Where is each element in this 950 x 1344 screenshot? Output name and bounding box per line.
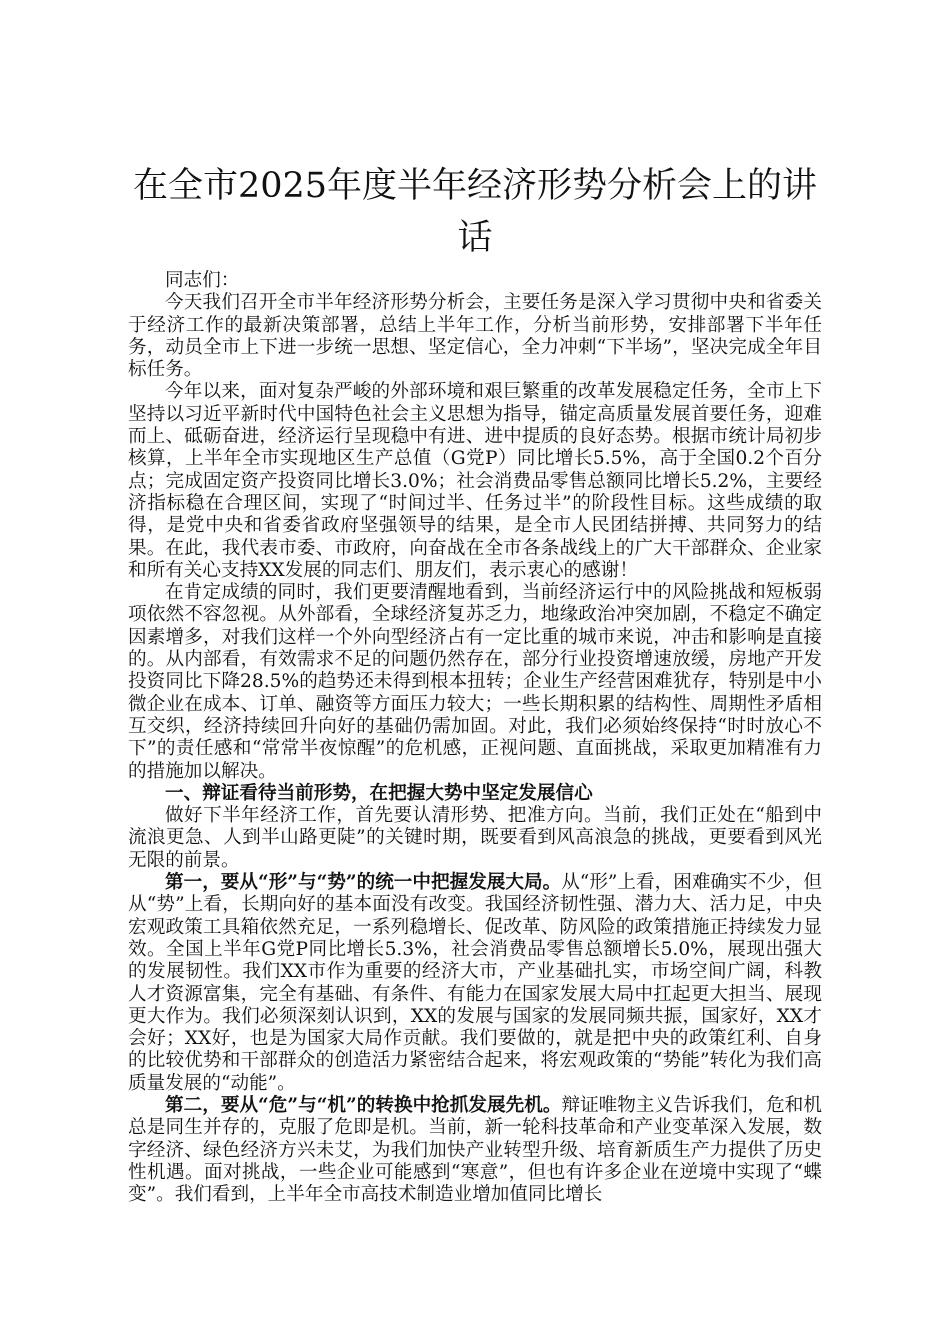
section-1-intro: 做好下半年经济工作，首先要认清形势、把准方向。当前，我们正处在“船到中流浪更急、人到半山路更陡”的关键时期，既要看到风高浪急的挑战，更要看到风光无限的前景。	[128, 805, 822, 871]
document-title: 在全市2025年度半年经济形势分析会上的讲话	[132, 166, 818, 258]
point-2-lead: 第二，要从“危”与“机”的转换中抢抓发展先机。	[165, 1094, 562, 1116]
section-1-point-1	[128, 872, 822, 1095]
section-1-point-2	[128, 1095, 822, 1206]
paragraph-challenges: 在肯定成绩的同时，我们更要清醒地看到，当前经济运行中的风险挑战和短板弱项依然不容忽视。从外部看，全球经济复苏乏力，地缘政治冲突加剧，不稳定不确定因素增多，对我们这样一个外向型经济占有一定比重的城市来说，冲击和影响是直接的。从内部看，有效需求不足的问题仍然存在，部分行业投资增速放缓，房地产开发投资同比下降28.5%的趋势还未得到根本扭转；企业生产经营困难犹存，特别是中小微企业在成本、订单、融资等方面压力较大；一些长期积累的结构性、周期性矛盾相互交织，经济持续回升向好的基础仍需加固。对此，我们必须始终保持“时时放心不下”的责任感和“常常半夜惊醒”的危机感，正视问题、直面挑战，采取更加精准有力的措施加以解决。	[128, 582, 822, 782]
paragraph-opening: 今天我们召开全市半年经济形势分析会，主要任务是深入学习贯彻中央和省委关于经济工作的最新决策部署，总结上半年工作，分析当前形势，安排部署下半年任务，动员全市上下进一步统一思想、坚定信心，全力冲刺“下半场”，坚决完成全年目标任务。	[128, 292, 822, 381]
paragraph-achievements: 今年以来，面对复杂严峻的外部环境和艰巨繁重的改革发展稳定任务，全市上下坚持以习近平新时代中国特色社会主义思想为指导，锚定高质量发展首要任务，迎难而上、砥砺奋进，经济运行呈现稳中有进、进中提质的良好态势。根据市统计局初步核算，上半年全市实现地区生产总值（G党P）同比增长5.5%，高于全国0.2个百分点；完成固定资产投资同比增长3.0%；社会消费品零售总额同比增长5.2%，主要经济指标稳在合理区间，实现了“时间过半、任务过半”的阶段性目标。这些成绩的取得，是党中央和省委省政府坚强领导的结果，是全市人民团结拼搏、共同努力的结果。在此，我代表市委、市政府，向奋战在全市各条战线上的广大干部群众、企业家和所有关心支持XX发展的同志们、朋友们，表示衷心的感谢！	[128, 381, 822, 581]
point-1-body: 从“形”上看，困难确实不少，但从“势”上看，长期向好的基本面没有改变。我国经济韧性强、潜力大、活力足，中央宏观政策工具箱依然充足，一系列稳增长、促改革、防风险的政策措施正持续发力显效。全国上半年G党P同比增长5.3%，社会消费品零售总额增长5.0%，展现出强大的发展韧性。我们XX市作为重要的经济大市，产业基础扎实，市场空间广阔，科教人才资源富集，完全有基础、有条件、有能力在国家发展大局中扛起更大担当、展现更大作为。我们必须深刻认识到，XX的发展与国家的发展同频共振，国家好，XX才会好；XX好，也是为国家大局作贡献。我们要做的，就是把中央的政策红利、自身的比较优势和干部群众的创造活力紧密结合起来，将宏观政策的“势能”转化为我们高质量发展的“动能”。	[128, 872, 823, 1094]
point-1-lead: 第一，要从“形”与“势”的统一中把握发展大局。	[165, 872, 562, 894]
point-2-body: 辩证唯物主义告诉我们，危和机总是同生并存的，克服了危即是机。当前，新一轮科技革命和产业变革深入发展，数字经济、绿色经济方兴未艾，为我们加快产业转型升级、培育新质生产力提供了历史性机遇。面对挑战，一些企业可能感到“寒意”，但也有许多企业在逆境中实现了“蝶变”。我们看到，上半年全市高技术制造业增加值同比增长	[128, 1094, 822, 1206]
salutation: 同志们：	[165, 270, 240, 291]
section-heading-1: 一、辩证看待当前形势，在把握大势中坚定发展信心	[165, 782, 593, 804]
document-page	[128, 160, 822, 1206]
